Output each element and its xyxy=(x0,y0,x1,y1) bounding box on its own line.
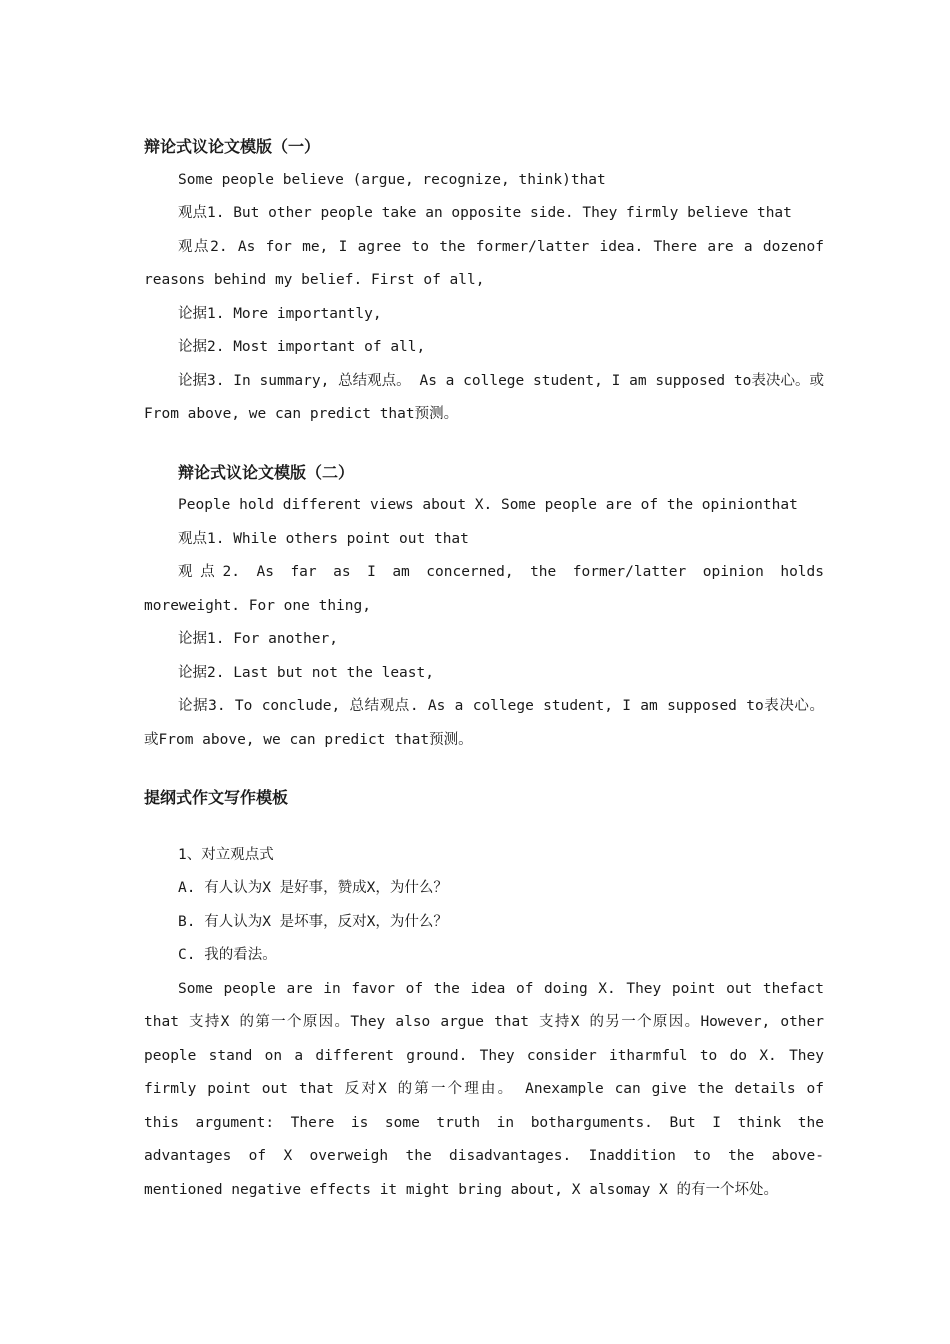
paragraph: 论据2. Last but not the least, xyxy=(178,664,434,681)
paragraph: 论据2. Most important of all, xyxy=(178,339,426,355)
paragraph: 观点1. While others point out that xyxy=(178,530,469,547)
paragraph: C. 我的看法。 xyxy=(178,947,277,963)
document-page xyxy=(144,130,824,1207)
paragraph: A. 有人认为X 是好事，赞成X，为什么？ xyxy=(178,880,448,896)
paragraph: B. 有人认为X 是坏事，反对X，为什么？ xyxy=(178,913,448,930)
section-spacer xyxy=(144,815,824,839)
section-spacer xyxy=(144,757,824,781)
section-title-3: 提纲式作文写作模板 xyxy=(144,788,289,807)
paragraph: 观点2. As far as I am concerned, the former/latter opinion holds moreweight. For one thing, xyxy=(144,564,824,614)
paragraph: Some people believe (argue, recognize, think)that xyxy=(178,171,606,188)
paragraph: 论据1. More importantly, xyxy=(178,305,382,322)
paragraph: 1、对立观点式 xyxy=(178,846,274,863)
paragraph: 观点1. But other people take an opposite side. They firmly believe that xyxy=(178,205,792,221)
section-spacer xyxy=(144,432,824,456)
paragraph: Some people are in favor of the idea of doing X. They point out thefact that 支持X 的第一个原因。They also argue that 支持X 的另一个原因。However, other people stand on a different ground. They consider itharmful to do X. They firmly point out that 反对X 的第一个理由。 Anexample can give the details of this argument: There is some truth in botharguments. But I think the advantages of X overweigh the disadvantages. Inaddition to the above-mentioned negative effects it might bring about, X alsomay X 的有一个坏处。 xyxy=(144,980,824,1198)
paragraph: 观点2. As for me, I agree to the former/latter idea. There are a dozenof reasons behind my belief. First of all, xyxy=(144,238,824,288)
paragraph: 论据1. For another, xyxy=(178,631,338,647)
paragraph: People hold different views about X. Some people are of the opinionthat xyxy=(178,497,798,513)
paragraph: 论据3. In summary, 总结观点。 As a college student, I am supposed to表决心。或From above, we can predict that预测。 xyxy=(144,372,824,422)
section-title-1: 辩论式议论文模版（一） xyxy=(144,137,321,156)
paragraph: 论据3. To conclude, 总结观点. As a college student, I am supposed to表决心。或From above, we can predict that预测。 xyxy=(144,698,824,748)
section-title-2: 辩论式议论文模版（二） xyxy=(178,462,355,482)
